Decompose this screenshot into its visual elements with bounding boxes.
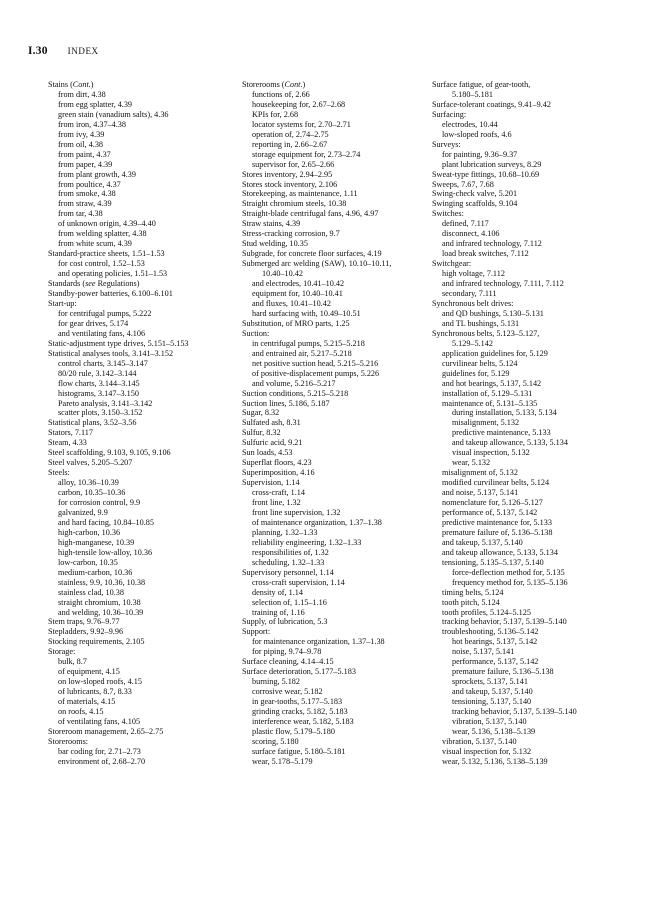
index-subentry: for cost control, 1.52–1.53 <box>58 259 145 269</box>
index-subentry: and ventilating fans, 4.106 <box>58 328 146 338</box>
index-entry: Sulfuric acid, 9.21 <box>242 438 303 448</box>
index-subentry: tooth pitch, 5.124 <box>442 597 500 607</box>
index-subentry: sprockets, 5.137, 5.141 <box>452 677 528 687</box>
index-subentry: and TL bushings, 5.131 <box>442 318 520 328</box>
index-entry: Statistical plans, 3.52–3.56 <box>48 418 137 428</box>
index-entry: Standard-practice sheets, 1.51–1.53 <box>48 249 165 259</box>
index-subentry: installation of, 5.129–5.131 <box>442 388 533 398</box>
index-subentry: stainless clad, 10.38 <box>58 587 124 597</box>
section-title: INDEX <box>67 46 99 56</box>
index-subentry: and takeup allowance, 5.133, 5.134 <box>442 547 558 557</box>
page-number: I.30 <box>28 45 48 57</box>
index-subentry: from dirt, 4.38 <box>58 89 106 99</box>
index-entry: Standards (see Regulations) <box>48 279 140 289</box>
index-entry: Sweat-type fittings, 10.68–10.69 <box>432 169 540 179</box>
index-subentry: density of, 1.14 <box>252 587 303 597</box>
index-subentry: high-carbon, 10.36 <box>58 527 121 537</box>
index-subentry: training of, 1.16 <box>252 607 305 617</box>
index-subentry: tooth profiles, 5.124–5.125 <box>442 607 531 617</box>
index-subentry: visual inspection for, 5.132 <box>442 746 532 756</box>
index-entry: Start-up: <box>48 298 77 308</box>
index-subentry: electrodes, 10.44 <box>442 119 498 129</box>
index-entry: Stud welding, 10.35 <box>242 239 308 249</box>
index-subentry: for maintenance organization, 1.37–1.38 <box>252 637 385 647</box>
index-subentry: on roofs, 4.15 <box>58 707 104 717</box>
index-entry: Steam, 4.33 <box>48 438 87 448</box>
index-entry-continuation: 5.180–5.181 <box>452 89 493 99</box>
index-subentry: of maintenance organization, 1.37–1.38 <box>252 517 382 527</box>
index-subentry: and electrodes, 10.41–10.42 <box>252 279 345 289</box>
index-subentry: for corrosion control, 9.9 <box>58 498 141 508</box>
index-subentry: maintenance of, 5.131–5.135 <box>442 398 538 408</box>
index-entry: Sugar, 8.32 <box>242 408 280 418</box>
index-entry: Surface cleaning, 4.14–4.15 <box>242 657 334 667</box>
index-subentry: selection of, 1.15–1.16 <box>252 597 327 607</box>
index-entry: Straw stains, 4.39 <box>242 219 301 229</box>
index-entry: Steels: <box>48 468 70 478</box>
index-subentry: green stain (vanadium salts), 4.36 <box>58 109 169 119</box>
index-subentry: of positive-displacement pumps, 5.226 <box>252 368 380 378</box>
index-subentry: plastic flow, 5.179–5.180 <box>252 726 335 736</box>
index-subentry: surface fatigue, 5.180–5.181 <box>252 746 346 756</box>
index-subentry: cross-craft, 1.14 <box>252 488 305 498</box>
index-subentry: grinding cracks, 5.182, 5.183 <box>252 707 348 717</box>
index-subentry: locator systems for, 2.70–2.71 <box>252 119 351 129</box>
index-entry: Supervision, 1.14 <box>242 478 300 488</box>
index-subentry: histograms, 3.147–3.150 <box>58 388 139 398</box>
index-subentry: galvanized, 9.9 <box>58 507 108 517</box>
index-subentry: and entrained air, 5.217–5.218 <box>252 348 352 358</box>
index-subentry: predictive maintenance, 5.133 <box>452 428 551 438</box>
index-entry: Statistical analyses tools, 3.141–3.152 <box>48 348 174 358</box>
index-subentry: of unknown origin, 4.39–4.40 <box>58 219 156 229</box>
index-subentry: tracking behavior, 5.137, 5.139–5.140 <box>452 707 577 717</box>
index-subentry: from egg splatter, 4.39 <box>58 99 133 109</box>
index-subentry: defined, 7.117 <box>442 219 489 229</box>
index-subentry: from straw, 4.39 <box>58 199 112 209</box>
index-subentry: functions of, 2.66 <box>252 89 310 99</box>
index-subentry: and infrared technology, 7.111, 7.112 <box>442 279 564 289</box>
index-subentry: cross-craft supervision, 1.14 <box>252 577 345 587</box>
index-entry: Swing-check valve, 5.201 <box>432 189 518 199</box>
index-subentry: and takeup, 5.137, 5.140 <box>442 537 523 547</box>
index-entry: Storage: <box>48 647 76 657</box>
index-entry: Surface deterioration, 5.177–5.183 <box>242 667 356 677</box>
index-subentry: from welding splatter, 4.38 <box>58 229 147 239</box>
index-entry: Storekeeping, as maintenance, 1.11 <box>242 189 358 199</box>
index-subentry: in centrifugal pumps, 5.215–5.218 <box>252 338 365 348</box>
index-entry: Support: <box>242 627 271 637</box>
index-subentry: tensioning, 5.137, 5.140 <box>452 697 532 707</box>
index-subentry: on low-sloped roofs, 4.15 <box>58 677 142 687</box>
index-subentry: of lubricants, 8.7, 8.33 <box>58 687 132 697</box>
index-subentry: wear, 5.136, 5.138–5.139 <box>452 726 536 736</box>
index-subentry: straight chromium, 10.38 <box>58 597 141 607</box>
index-subentry: interference wear, 5.182, 5.183 <box>252 717 354 726</box>
index-entry: Stators, 7.117 <box>48 428 93 438</box>
index-subentry: of equipment, 4.15 <box>58 667 120 677</box>
index-subentry: for painting, 9.36–9.37 <box>442 149 518 159</box>
index-subentry: high-tensile low-alloy, 10.36 <box>58 547 153 557</box>
index-entry: Sulfated ash, 8.31 <box>242 418 301 428</box>
index-entry: Subgrade, for concrete floor surfaces, 4.19 <box>242 249 382 259</box>
index-subentry: hot bearings, 5.137, 5.142 <box>452 637 538 647</box>
index-entry: Surface fatigue, of gear-tooth, <box>432 80 531 89</box>
index-subentry: application guidelines for, 5.129 <box>442 348 548 358</box>
index-entry: Sweeps, 7.67, 7.68 <box>432 179 494 189</box>
index-subentry: and fluxes, 10.41–10.42 <box>252 298 331 308</box>
index-subentry: of ventilating fans, 4.105 <box>58 717 141 726</box>
index-entry: Suction conditions, 5.215–5.218 <box>242 388 349 398</box>
index-subentry: supervisor for, 2.65–2.66 <box>252 159 335 169</box>
index-subentry: from paper, 4.39 <box>58 159 113 169</box>
index-subentry: misalignment of, 5.132 <box>442 468 518 478</box>
index-subentry: vibration, 5.137, 5.140 <box>452 717 527 726</box>
index-subentry: troubleshooting, 5.136–5.142 <box>442 627 539 637</box>
index-entry-continuation: 10.40–10.42 <box>262 269 303 279</box>
index-subentry: premature failure of, 5.136–5.138 <box>442 527 553 537</box>
index-subentry: curvilinear belts, 5.124 <box>442 358 518 368</box>
index-subentry: environment of, 2.68–2.70 <box>58 756 146 766</box>
index-subentry: from plant growth, 4.39 <box>58 169 136 179</box>
index-subentry: Pareto analysis, 3.141–3.142 <box>58 398 153 408</box>
index-subentry: from ivy, 4.39 <box>58 129 105 139</box>
index-entry: Synchronous belt drives: <box>432 298 514 308</box>
index-subentry: and welding, 10.36–10.39 <box>58 607 144 617</box>
index-subentry: front line supervision, 1.32 <box>252 507 341 517</box>
index-entry: Suction lines, 5.186, 5.187 <box>242 398 330 408</box>
index-subentry: high-manganese, 10.39 <box>58 537 135 547</box>
index-subentry: nomenclature for, 5.126–5.127 <box>442 498 543 508</box>
index-subentry: and volume, 5.216–5.217 <box>252 378 336 388</box>
index-subentry: scatter plots, 3.150–3.152 <box>58 408 143 418</box>
index-subentry: storage equipment for, 2.73–2.74 <box>252 149 361 159</box>
index-subentry: 80/20 rule, 3.142–3.144 <box>58 368 137 378</box>
index-subentry: disconnect, 4.106 <box>442 229 500 239</box>
index-subentry: corrosive wear, 5.182 <box>252 687 323 697</box>
index-subentry: low-sloped roofs, 4.6 <box>442 129 512 139</box>
index-subentry: scheduling, 1.32–1.33 <box>252 557 325 567</box>
index-subentry: stainless, 9.9, 10.36, 10.38 <box>58 577 146 587</box>
index-subentry: from tar, 4.38 <box>58 209 103 219</box>
index-subentry: equipment for, 10.40–10.41 <box>252 289 343 299</box>
index-subentry: tensioning, 5.135–5.137, 5.140 <box>442 557 544 567</box>
index-subentry: vibration, 5.137, 5.140 <box>442 736 517 746</box>
index-subentry: predictive maintenance for, 5.133 <box>442 517 552 527</box>
index-subentry: and hot bearings, 5.137, 5.142 <box>442 378 542 388</box>
index-subentry: from oil, 4.38 <box>58 139 104 149</box>
page-header <box>28 45 99 59</box>
index-subentry: modified curvilinear belts, 5.124 <box>442 478 550 488</box>
index-entry: Suction: <box>242 328 270 338</box>
index-subentry: wear, 5.178–5.179 <box>252 756 313 766</box>
index-subentry: guidelines for, 5.129 <box>442 368 510 378</box>
index-entry-continuation: 5.129–5.142 <box>452 338 493 348</box>
index-subentry: tracking behavior, 5.137, 5.139–5.140 <box>442 617 567 627</box>
index-column-1 <box>48 80 236 767</box>
index-subentry: bar coding for, 2.71–2.73 <box>58 746 141 756</box>
index-subentry: net positive suction head, 5.215–5.216 <box>252 358 379 368</box>
index-subentry: from poultice, 4.37 <box>58 179 121 189</box>
index-entry: Substitution, of MRO parts, 1.25 <box>242 318 350 328</box>
index-entry: Switchgear: <box>432 259 472 269</box>
index-entry: Swinging scaffolds, 9.104 <box>432 199 518 209</box>
index-subentry: housekeeping for, 2.67–2.68 <box>252 99 346 109</box>
index-entry: Stains (Cont.) <box>48 80 94 89</box>
index-subentry: and operating policies, 1.51–1.53 <box>58 269 168 279</box>
index-subentry: front line, 1.32 <box>252 498 301 508</box>
index-subentry: flow charts, 3.144–3.145 <box>58 378 140 388</box>
index-entry: Sun loads, 4.53 <box>242 448 293 458</box>
index-subentry: for gear drives, 5.174 <box>58 318 129 328</box>
index-subentry: KPIs for, 2.68 <box>252 109 299 119</box>
index-entry: Superflat floors, 4.23 <box>242 458 312 468</box>
index-entry: Storeroom management, 2.65–2.75 <box>48 726 164 736</box>
index-entry: Surfacing: <box>432 109 467 119</box>
index-subentry: reporting in, 2.66–2.67 <box>252 139 328 149</box>
index-entry: Surveys: <box>432 139 461 149</box>
index-subentry: secondary, 7.111 <box>442 289 497 299</box>
index-subentry: performance, 5.137, 5.142 <box>452 657 539 667</box>
index-subentry: and hard facing, 10.84–10.85 <box>58 517 154 527</box>
index-entry: Sulfur, 8.32 <box>242 428 281 438</box>
index-subentry: of materials, 4.15 <box>58 697 116 707</box>
index-subentry: control charts, 3.145–3.147 <box>58 358 148 368</box>
index-entry: Supervisory personnel, 1.14 <box>242 567 334 577</box>
index-entry: Surface-tolerant coatings, 9.41–9.42 <box>432 99 551 109</box>
index-subentry: hard surfacing with, 10.49–10.51 <box>252 308 361 318</box>
index-entry: Stress-cracking corrosion, 9.7 <box>242 229 340 239</box>
index-column-3 <box>432 80 638 767</box>
index-entry: Standby-power batteries, 6.100–6.101 <box>48 289 173 299</box>
index-entry: Stem traps, 9.76–9.77 <box>48 617 120 627</box>
index-entry: Submerged arc welding (SAW), 10.10–10.11, <box>242 259 392 269</box>
index-subentry: premature failure, 5.136–5.138 <box>452 667 554 677</box>
index-subentry: frequency method for, 5.135–5.136 <box>452 577 568 587</box>
index-subentry: operation of, 2.74–2.75 <box>252 129 329 139</box>
index-subentry: medium-carbon, 10.36 <box>58 567 133 577</box>
index-entry: Stores stock inventory, 2.106 <box>242 179 338 189</box>
index-subentry: noise, 5.137, 5.141 <box>452 647 515 657</box>
index-entry: Storerooms: <box>48 736 89 746</box>
index-entry: Steel valves, 5.205–5.207 <box>48 458 133 468</box>
index-subentry: low-carbon, 10.35 <box>58 557 118 567</box>
index-subentry: reliability engineering, 1.32–1.33 <box>252 537 362 547</box>
index-subentry: and QD bushings, 5.130–5.131 <box>442 308 544 318</box>
index-subentry: responsibilities of, 1.32 <box>252 547 329 557</box>
index-subentry: scoring, 5.180 <box>252 736 299 746</box>
index-subentry: from paint, 4.37 <box>58 149 111 159</box>
index-entry: Superimposition, 4.16 <box>242 468 315 478</box>
index-subentry: misalignment, 5.132 <box>452 418 520 428</box>
index-subentry: plant lubrication surveys, 8.29 <box>442 159 542 169</box>
index-entry: Static-adjustment type drives, 5.151–5.153 <box>48 338 189 348</box>
index-subentry: burning, 5.182 <box>252 677 300 687</box>
index-entry: Steel scaffolding, 9.103, 9.105, 9.106 <box>48 448 171 458</box>
index-subentry: wear, 5.132, 5.136, 5.138–5.139 <box>442 756 548 766</box>
index-subentry: alloy, 10.36–10.39 <box>58 478 119 488</box>
index-subentry: during installation, 5.133, 5.134 <box>452 408 557 418</box>
index-subentry: for piping, 9.74–9.78 <box>252 647 322 657</box>
index-subentry: from white scum, 4.39 <box>58 239 132 249</box>
index-subentry: for centrifugal pumps, 5.222 <box>58 308 152 318</box>
index-entry: Supply, of lubrication, 5.3 <box>242 617 328 627</box>
index-subentry: timing belts, 5.124 <box>442 587 504 597</box>
index-subentry: load break switches, 7.112 <box>442 249 529 259</box>
index-column-2 <box>242 80 426 767</box>
index-subentry: and noise, 5.137, 5.141 <box>442 488 519 498</box>
index-subentry: and takeup, 5.137, 5.140 <box>452 687 533 697</box>
index-entry: Storerooms (Cont.) <box>242 80 306 89</box>
index-subentry: wear, 5.132 <box>452 458 491 468</box>
index-entry: Switches: <box>432 209 464 219</box>
index-subentry: in gear-tooths, 5.177–5.183 <box>252 697 343 707</box>
index-entry: Straight-blade centrifugal fans, 4.96, 4.97 <box>242 209 379 219</box>
index-entry: Stepladders, 9.92–9.96 <box>48 627 124 637</box>
index-subentry: carbon, 10.35–10.36 <box>58 488 126 498</box>
index-subentry: bulk, 8.7 <box>58 657 87 667</box>
index-subentry: visual inspection, 5.132 <box>452 448 530 458</box>
index-subentry: force-deflection method for, 5.135 <box>452 567 565 577</box>
index-subentry: high voltage, 7.112 <box>442 269 505 279</box>
index-subentry: and takeup allowance, 5.133, 5.134 <box>452 438 568 448</box>
index-subentry: from smoke, 4.38 <box>58 189 116 199</box>
index-entry: Synchronous belts, 5.123–5.127, <box>432 328 540 338</box>
index-entry: Straight chromium steels, 10.38 <box>242 199 347 209</box>
index-subentry: and infrared technology, 7.112 <box>442 239 542 249</box>
index-entry: Stores inventory, 2.94–2.95 <box>242 169 333 179</box>
index-subentry: planning, 1.32–1.33 <box>252 527 318 537</box>
index-entry: Stocking requirements, 2.105 <box>48 637 145 647</box>
index-subentry: performance of, 5.137, 5.142 <box>442 507 538 517</box>
index-subentry: from iron, 4.37–4.38 <box>58 119 126 129</box>
